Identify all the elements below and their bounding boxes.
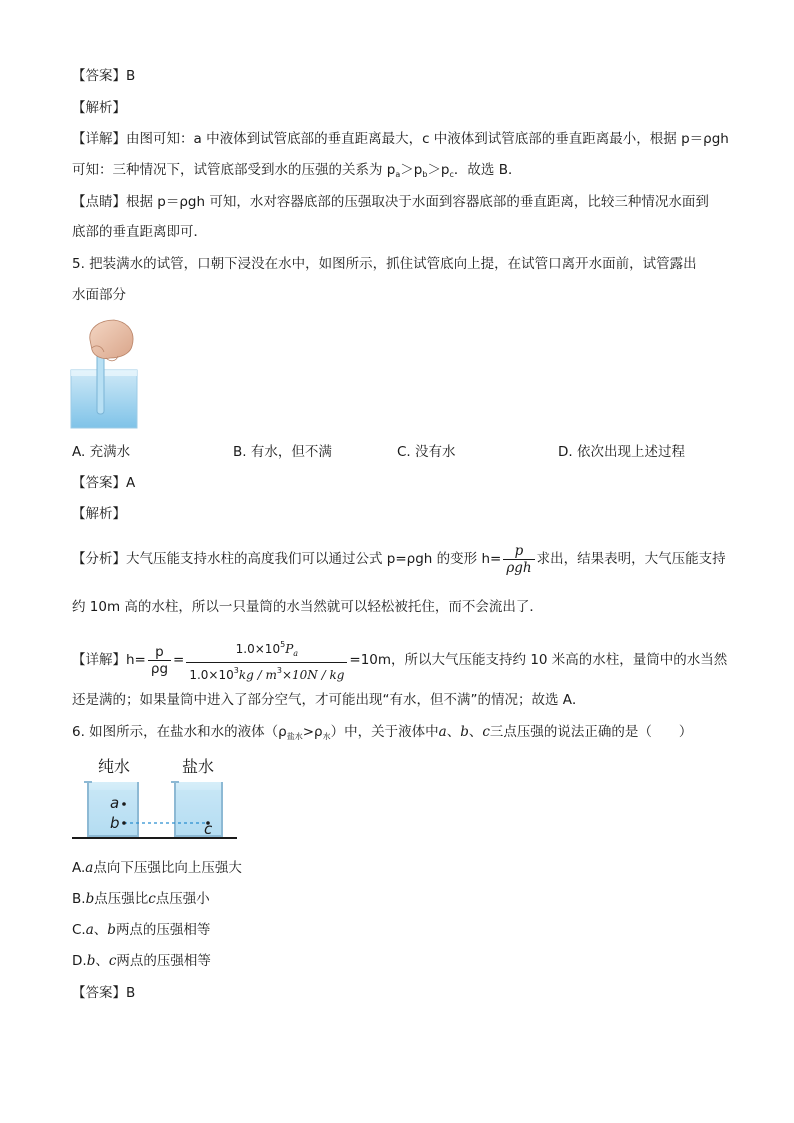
formula-text: 1.0×10 xyxy=(189,668,234,682)
comment-line-2: 底部的垂直距离即可． xyxy=(72,224,207,240)
point-label: b xyxy=(86,953,96,969)
option-text: 依次出现上述过程 xyxy=(576,444,685,460)
option-label: A. xyxy=(72,860,86,876)
point-label: c xyxy=(108,953,117,969)
point-a-label: a xyxy=(110,794,120,812)
point-label: c xyxy=(148,891,156,907)
analysis-tag: 【分析】 xyxy=(72,551,126,567)
comment-label: 【点睛】 xyxy=(72,194,126,210)
superscript: 3 xyxy=(233,666,239,675)
stem-text: >ρ xyxy=(302,724,323,740)
option-text: 、 xyxy=(95,953,109,969)
stem-text: ）中，关于液体中 xyxy=(330,724,439,740)
point-label: c xyxy=(482,724,490,740)
analysis-text: 求出，结果表明，大气压能支持 xyxy=(536,551,726,567)
question-5-stem-cont: 水面部分 xyxy=(72,287,126,303)
option-label: A. xyxy=(72,444,86,460)
option-label: D. xyxy=(558,444,573,460)
option-text: 两点的压强相等 xyxy=(116,953,211,969)
point-label: b xyxy=(107,922,116,938)
point-label: a xyxy=(438,724,447,740)
subscript: c xyxy=(449,170,454,179)
detail-text: 可知：三种情况下，试管底部受到水的压强的关系为 p xyxy=(72,162,396,178)
comment-line-1 xyxy=(72,192,709,212)
answer-line xyxy=(72,66,135,86)
analysis-label: 【解析】 xyxy=(72,506,126,522)
pure-water-label: 纯水 xyxy=(98,757,131,776)
fraction-denominator: ρgh xyxy=(506,559,532,576)
option-text: 点向下压强比向上压强大 xyxy=(93,860,242,876)
formula-text: kg / m xyxy=(238,668,277,682)
option-a[interactable] xyxy=(72,442,130,462)
subscript: 水 xyxy=(322,732,331,741)
answer-value: B xyxy=(126,985,136,1001)
formula-text: h= xyxy=(126,652,146,668)
answer-label: 【答案】 xyxy=(72,68,126,84)
formula-text: = xyxy=(173,652,185,668)
fraction-numerator: p xyxy=(148,644,171,661)
question-5-stem: 5. 把装满水的试管，口朝下浸没在水中，如图所示，抓住试管底向上提，在试管口离开水面前，试管露出 xyxy=(72,256,697,272)
answer-label: 【答案】 xyxy=(72,475,126,491)
point-label: a xyxy=(85,922,94,938)
option-d[interactable] xyxy=(72,951,211,971)
detail-text: 由图可知：a 中液体到试管底部的垂直距离最大，c 中液体到试管底部的垂直距离最小，根据 p＝ρgh xyxy=(126,131,729,147)
stem-text: 、 xyxy=(468,724,483,740)
detail-text: ＞p xyxy=(427,162,450,178)
fraction-denominator xyxy=(186,663,347,683)
point-a xyxy=(122,802,126,806)
point-c-label: c xyxy=(204,820,213,838)
point-label: a xyxy=(85,860,94,876)
option-label: D. xyxy=(72,953,87,969)
option-text: 、 xyxy=(93,922,108,938)
option-label: B. xyxy=(233,444,247,460)
test-tube-figure xyxy=(70,318,140,430)
superscript: 5 xyxy=(280,640,286,649)
point-label: b xyxy=(85,891,95,907)
detail-text: =10m，所以大气压能支持约 10 米高的水柱，量筒中的水当然 xyxy=(349,652,728,668)
option-b[interactable] xyxy=(233,442,332,462)
option-text: 没有水 xyxy=(415,444,456,460)
stem-text: 、 xyxy=(446,724,461,740)
formula-fraction xyxy=(503,543,534,576)
salt-water-label: 盐水 xyxy=(182,757,215,776)
point-b xyxy=(122,821,126,825)
beakers-figure xyxy=(72,754,237,842)
subscript: a xyxy=(293,649,299,658)
option-a[interactable] xyxy=(72,858,242,878)
formula-fraction xyxy=(148,644,171,677)
analysis-text: 大气压能支持水柱的高度我们可以通过公式 p=ρgh 的变形 h= xyxy=(126,551,502,567)
option-c[interactable] xyxy=(72,920,210,940)
option-label: C. xyxy=(72,922,86,938)
option-c[interactable] xyxy=(397,442,456,462)
detail-formula-line xyxy=(72,637,727,683)
fraction-denominator: ρg xyxy=(150,660,169,677)
fraction-numerator xyxy=(186,637,347,663)
analysis-line-1 xyxy=(72,542,726,576)
option-text: 充满水 xyxy=(89,444,131,460)
formula-text: ×10N / kg xyxy=(281,668,345,682)
stem-text: 6. 如图所示，在盐水和水的液体（ρ xyxy=(72,724,287,740)
point-label: b xyxy=(460,724,469,740)
analysis-line-2: 约 10m 高的水柱，所以一只量筒的水当然就可以轻松被托住，而不会流出了． xyxy=(72,599,543,615)
answer-line xyxy=(72,983,135,1003)
comment-text: 根据 p＝ρgh 可知，水对容器底部的压强取决于水面到容器底部的垂直距离，比较三种情况水面到 xyxy=(126,194,709,210)
answer-line xyxy=(72,473,135,493)
stem-text: 三点压强的说法正确的是（ ） xyxy=(489,724,693,740)
option-text: 点压强比 xyxy=(94,891,149,907)
detail-text: ＞p xyxy=(400,162,423,178)
question-6-stem xyxy=(72,722,692,747)
detail-label: 【详解】 xyxy=(72,131,126,147)
option-text: 两点的压强相等 xyxy=(115,922,211,938)
option-b[interactable] xyxy=(72,889,210,909)
detail-line-2: 还是满的；如果量筒中进入了部分空气，才可能出现“有水，但不满”的情况；故选 A． xyxy=(72,692,586,708)
option-label: B. xyxy=(72,891,86,907)
formula-fraction xyxy=(186,637,347,683)
subscript: b xyxy=(422,170,428,179)
formula-text: P xyxy=(285,642,294,656)
point-b-label: b xyxy=(110,814,120,832)
answer-value: B xyxy=(126,68,136,84)
subscript: a xyxy=(395,170,401,179)
superscript: 3 xyxy=(276,666,282,675)
formula-text: 1.0×10 xyxy=(235,642,281,656)
analysis-label: 【解析】 xyxy=(72,100,126,116)
fraction-numerator: p xyxy=(503,543,534,560)
subscript: 盐水 xyxy=(286,732,303,741)
answer-value: A xyxy=(126,475,136,491)
option-text: 点压强小 xyxy=(155,891,210,907)
option-text: 有水，但不满 xyxy=(250,444,332,460)
answer-label: 【答案】 xyxy=(72,985,126,1001)
detail-line-1 xyxy=(72,129,729,149)
option-d[interactable] xyxy=(558,442,685,462)
detail-line-2 xyxy=(72,160,521,185)
detail-label: 【详解】 xyxy=(72,652,126,668)
hand xyxy=(90,320,133,359)
option-label: C. xyxy=(397,444,411,460)
detail-text: ．故选 B． xyxy=(453,162,522,178)
